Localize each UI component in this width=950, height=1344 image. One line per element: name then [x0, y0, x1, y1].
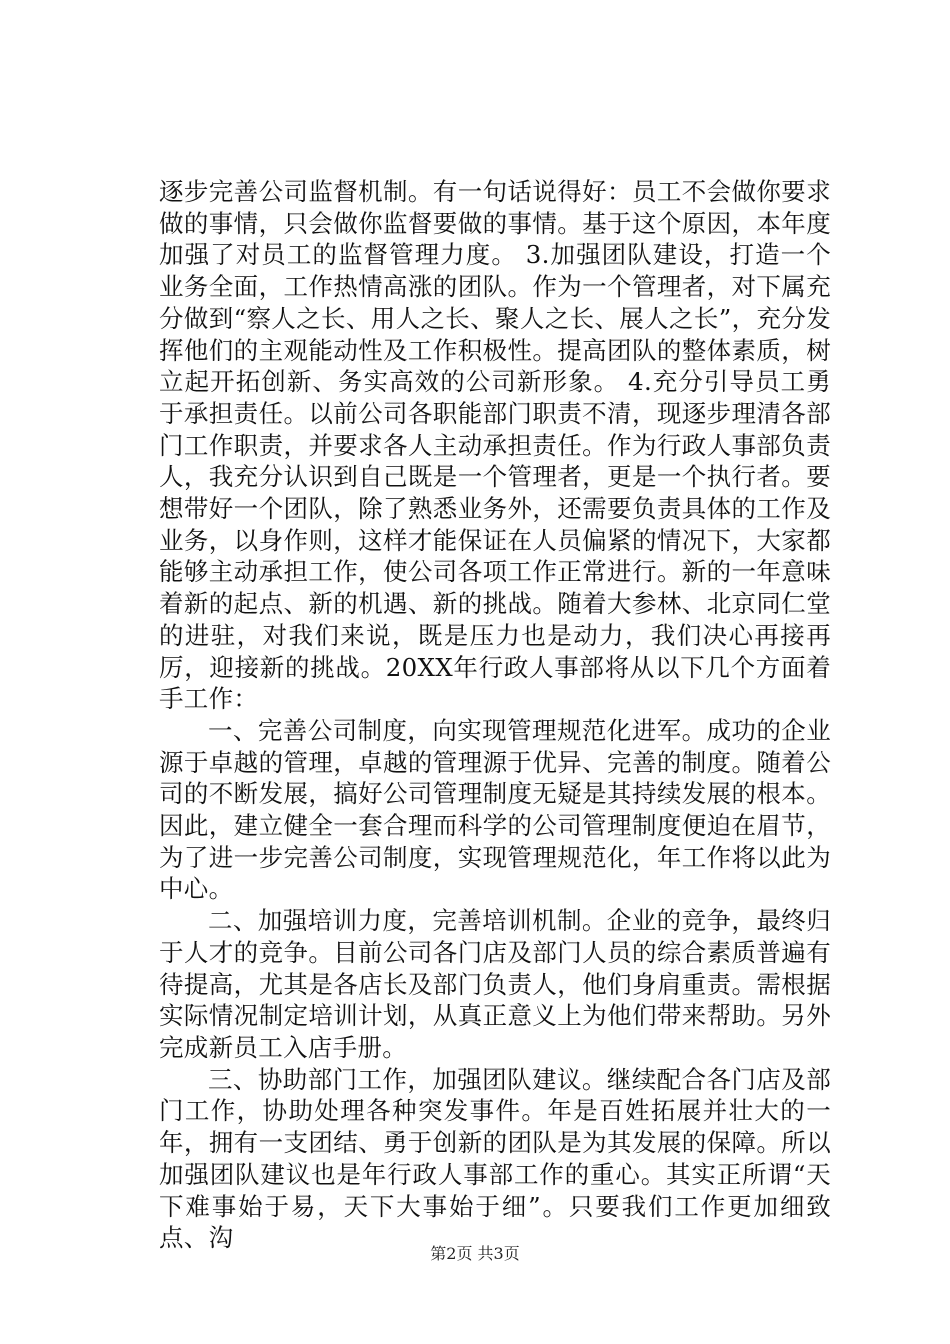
- paragraph-continuation: 逐步完善公司监督机制。有一句话说得好：员工不会做你要求做的事情，只会做你监督要做的事情。基于这个原因，本年度加强了对员工的监督管理力度。 3.加强团队建设，打造一个业务全面，工作热情高涨的团队。作为一个管理者，对下属充分做到“察人之长、用人之长、聚人之长、展人之长”，充分发挥他们的主观能动性及工作积极性。提高团队的整体素质，树立起开拓创新、务实高效的公司新形象。 4.充分引导员工勇于承担责任。以前公司各职能部门职责不清，现逐步理清各部门工作职责，并要求各人主动承担责任。作为行政人事部负责人，我充分认识到自己既是一个管理者，更是一个执行者。要想带好一个团队，除了熟悉业务外，还需要负责具体的工作及业务，以身作则，这样才能保证在人员偏紧的情况下，大家都能够主动承担工作，使公司各项工作正常进行。新的一年意味着新的起点、新的机遇、新的挑战。随着大参林、北京同仁堂的进驻，对我们来说，既是压力也是动力，我们决心再接再厉，迎接新的挑战。20XX年行政人事部将从以下几个方面着手工作：: [159, 177, 831, 714]
- paragraph-section-three: 三、协助部门工作，加强团队建议。继续配合各门店及部门工作，协助处理各种突发事件。年是百姓拓展并壮大的一年，拥有一支团结、勇于创新的团队是为其发展的保障。所以加强团队建议也是年行政人事部工作的重心。其实正所谓“天下难事始于易，天下大事始于细”。只要我们工作更加细致点、沟: [159, 1064, 831, 1253]
- paragraph-section-one: 一、完善公司制度，向实现管理规范化进军。成功的企业源于卓越的管理，卓越的管理源于优异、完善的制度。随着公司的不断发展，搞好公司管理制度无疑是其持续发展的根本。因此，建立健全一套合理而科学的公司管理制度便迫在眉节，为了进一步完善公司制度，实现管理规范化，年工作将以此为中心。: [159, 715, 831, 904]
- paragraph-section-two: 二、加强培训力度，完善培训机制。企业的竞争，最终归于人才的竞争。目前公司各门店及部门人员的综合素质普遍有待提高，尤其是各店长及部门负责人，他们身肩重责。需根据实际情况制定培训计划，从真正意义上为他们带来帮助。另外完成新员工入店手册。: [159, 906, 831, 1062]
- body-text: [159, 176, 831, 1254]
- page-number-footer: 第2页 共3页: [430, 1244, 520, 1263]
